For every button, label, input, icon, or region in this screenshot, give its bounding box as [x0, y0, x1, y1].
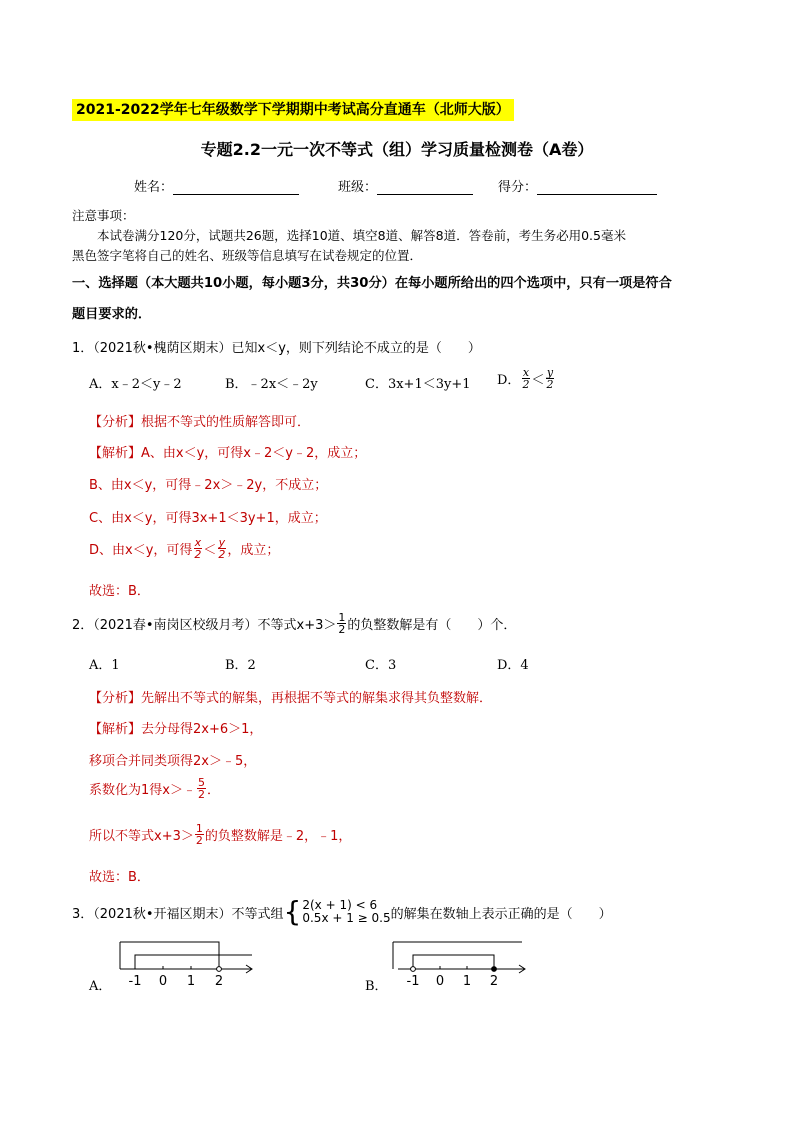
q3-stem	[72, 895, 612, 928]
notes-heading: 注意事项：	[72, 208, 135, 223]
q2-step-2: 移项合并同类项得2x＞﹣5，	[89, 754, 257, 769]
q2-stem	[72, 612, 516, 635]
q3-option-b-number-line	[390, 935, 530, 990]
notes-line-1: 本试卷满分120分，试题共26题，选择10道、填空8道、解答8道．答卷前，考生务必用0.5毫米	[97, 228, 626, 243]
q2-option-c: C．3	[365, 658, 397, 673]
q2-stem-prefix: 2．（2021春•南岗区校级月考）不等式x+3＞	[72, 618, 337, 633]
q2-step-4-suffix: 的负整数解是﹣2，﹣1，	[204, 829, 352, 844]
q1-solution-d-lt: ＜	[203, 543, 217, 558]
q2-option-a: A．1	[89, 658, 120, 673]
q1-solution-b: B、由x＜y，可得﹣2x＞﹣2y，不成立；	[89, 478, 328, 493]
notes-line-2: 黑色签字笔将自己的姓名、班级等信息填写在试卷规定的位置．	[72, 248, 423, 263]
q1-solution-d-prefix: D、由x＜y，可得	[89, 543, 193, 558]
q1-option-b: B．﹣2x＜﹣2y	[225, 377, 318, 392]
q1-solution-c: C、由x＜y，可得3x+1＜3y+1，成立；	[89, 511, 327, 526]
q1-option-d-frac-y: $\frac{y}{2}$	[546, 366, 554, 391]
section-heading-line-1: 一、选择题（本大题共10小题，每小题3分，共30分）在每小题所给出的四个选项中，只有一项是符合	[72, 276, 672, 291]
tick-label: 2	[489, 974, 499, 989]
score-label: 得分：	[498, 180, 538, 195]
name-blank	[173, 179, 299, 195]
q3-system-line-1: 2(x + 1) < 6	[302, 898, 378, 912]
q2-step-3	[89, 777, 220, 800]
score-field	[498, 176, 657, 195]
q1-solution-d	[89, 537, 279, 560]
q2-stem-frac: $\frac{1}{2}$	[338, 611, 346, 636]
class-blank	[377, 179, 473, 195]
q1-option-a: A．x﹣2＜y﹣2	[89, 377, 182, 392]
q2-step-4	[89, 823, 351, 846]
q1-answer: 故选：B．	[89, 584, 150, 599]
q3-stem-prefix: 3．（2021秋•开福区期末）不等式组	[72, 906, 284, 922]
ray-bracket-2	[135, 955, 252, 969]
q2-answer: 故选：B．	[89, 870, 150, 885]
tick-label: -1	[128, 974, 142, 989]
q3-brace: {	[283, 895, 302, 928]
q1-solution-d-suffix: ，成立；	[227, 543, 280, 558]
tick-label: 2	[214, 974, 224, 989]
exam-series-banner: 2021-2022学年七年级数学下学期期中考试高分直通车（北师大版）	[72, 99, 514, 121]
q2-option-d: D．4	[497, 658, 529, 673]
tick-label: -1	[406, 974, 420, 989]
q1-option-d-lt: ＜	[531, 373, 545, 388]
q2-step-4-frac: $\frac{1}{2}$	[195, 822, 203, 847]
q2-step-3-frac: $\frac{5}{2}$	[197, 776, 205, 801]
ray-bracket	[413, 955, 494, 969]
q1-option-c: C．3x+1＜3y+1	[365, 377, 471, 392]
q1-option-d-frac-x: $\frac{x}{2}$	[522, 366, 530, 391]
q3-option-a-number-line	[112, 935, 257, 990]
q1-option-d-prefix: D．	[497, 373, 521, 388]
tick-label: 1	[462, 974, 472, 989]
endpoint-neg1-open	[411, 967, 416, 972]
page-title: 专题2.2一元一次不等式（组）学习质量检测卷（A卷）	[200, 140, 594, 159]
score-blank	[537, 179, 657, 195]
name-field	[134, 176, 299, 195]
tick-label: 0	[435, 974, 445, 989]
tick-label: 0	[158, 974, 168, 989]
q2-step-4-prefix: 所以不等式x+3＞	[89, 829, 194, 844]
q2-step-1: 【解析】去分母得2x+6＞1，	[89, 722, 263, 737]
section-heading-line-2: 题目要求的．	[72, 307, 152, 322]
q2-stem-suffix: 的负整数解是有（ ）个．	[347, 618, 517, 633]
q1-solution-d-frac-y: $\frac{y}{2}$	[218, 536, 226, 561]
q2-step-3-prefix: 系数化为1得x＞﹣	[89, 783, 196, 798]
q1-option-d	[497, 367, 555, 390]
q1-stem: 1．（2021秋•槐荫区期末）已知x＜y，则下列结论不成立的是（ ）	[72, 341, 481, 356]
class-field	[338, 176, 473, 195]
q1-solution-a: 【解析】A、由x＜y，可得x﹣2＜y﹣2，成立；	[89, 446, 367, 461]
class-label: 班级：	[338, 180, 378, 195]
q2-step-3-suffix: ．	[206, 783, 220, 798]
q3-stem-suffix: 的解集在数轴上表示正确的是（ ）	[390, 906, 612, 922]
q1-solution-d-frac-x: $\frac{x}{2}$	[194, 536, 202, 561]
q3-inequality-system	[283, 895, 391, 928]
q3-option-a-label: A．	[89, 979, 112, 994]
q3-system-line-2: 0.5x + 1 ≥ 0.5	[302, 911, 391, 925]
q3-option-b-label: B．	[365, 979, 388, 994]
q2-option-b: B．2	[225, 658, 256, 673]
endpoint-2-open	[217, 967, 222, 972]
q2-analysis: 【分析】先解出不等式的解集，再根据不等式的解集求得其负整数解．	[89, 691, 493, 706]
endpoint-2-closed	[492, 967, 497, 972]
tick-label: 1	[186, 974, 196, 989]
name-label: 姓名：	[134, 180, 174, 195]
q1-analysis: 【分析】根据不等式的性质解答即可．	[89, 415, 311, 430]
